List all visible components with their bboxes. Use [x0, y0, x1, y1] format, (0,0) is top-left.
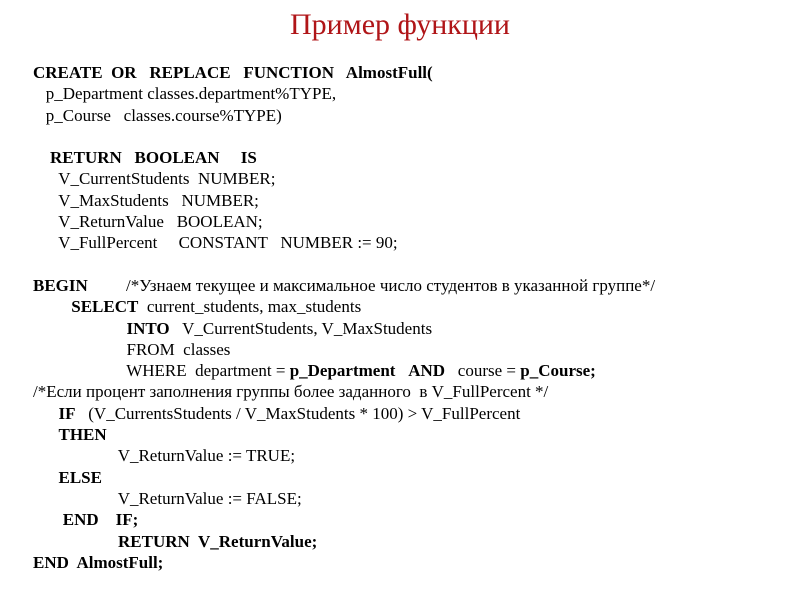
code-text: WHERE department = — [33, 361, 290, 381]
code-line — [33, 296, 800, 317]
code-keyword: RETURN BOOLEAN IS — [33, 148, 257, 168]
code-text: V_FullPercent CONSTANT NUMBER := 90; — [33, 233, 398, 253]
code-line — [33, 168, 800, 189]
code-text: V_MaxStudents NUMBER; — [33, 190, 259, 210]
code-keyword: ELSE — [58, 467, 102, 487]
code-line — [33, 424, 800, 445]
code-text: V_ReturnValue BOOLEAN; — [33, 212, 263, 232]
code-keyword: INTO — [126, 318, 170, 338]
code-line — [33, 190, 800, 211]
code-text: V_ReturnValue := FALSE; — [33, 488, 302, 508]
code-text — [395, 361, 408, 380]
code-keyword: p_Department — [289, 361, 396, 381]
slide-title: Пример функции — [289, 8, 510, 41]
code-keyword: BEGIN — [33, 275, 88, 295]
code-text: FROM classes — [33, 339, 231, 359]
code-line — [33, 232, 800, 253]
code-keyword: SELECT — [71, 297, 139, 317]
code-text: (V_CurrentsStudents / V_MaxStudents * 100) > V_FullPercent — [75, 403, 521, 423]
code-line — [33, 360, 800, 381]
code-keyword: END AlmostFull; — [33, 552, 164, 572]
code-line — [33, 147, 800, 168]
code-keyword: CREATE OR REPLACE FUNCTION AlmostFull( — [33, 63, 433, 82]
code-text: current_students, max_students — [138, 297, 362, 317]
code-keyword: THEN — [58, 425, 107, 445]
code-text — [33, 425, 59, 444]
code-line — [33, 83, 800, 104]
code-block — [33, 62, 800, 573]
code-keyword: IF — [58, 403, 76, 423]
code-line — [33, 488, 800, 509]
code-line — [33, 509, 800, 530]
code-text: course = — [445, 361, 521, 381]
code-line — [33, 105, 800, 126]
code-line — [33, 339, 800, 360]
code-line — [33, 126, 800, 147]
code-line — [33, 62, 800, 83]
code-text — [33, 404, 59, 423]
code-line — [33, 403, 800, 424]
code-line — [33, 275, 800, 296]
code-text: V_ReturnValue := TRUE; — [33, 446, 296, 466]
code-line — [33, 254, 800, 275]
code-line — [33, 211, 800, 232]
code-text: V_CurrentStudents NUMBER; — [33, 169, 276, 189]
code-text — [33, 510, 63, 529]
code-text — [33, 468, 59, 487]
code-line — [33, 318, 800, 339]
code-line — [33, 531, 800, 552]
code-line — [33, 381, 800, 402]
code-line — [33, 552, 800, 573]
code-line — [33, 445, 800, 466]
code-text: /*Узнаем текущее и максимальное число студентов в указанной группе*/ — [87, 275, 656, 295]
code-keyword: p_Course; — [520, 361, 596, 381]
code-line — [33, 467, 800, 488]
code-keyword: END IF; — [62, 510, 139, 530]
code-keyword: AND — [408, 361, 446, 381]
code-keyword: RETURN V_ReturnValue; — [118, 531, 318, 551]
code-text — [33, 532, 118, 551]
code-text: /*Если процент заполнения группы более заданного в V_FullPercent */ — [33, 382, 549, 402]
code-text — [33, 297, 71, 316]
code-text — [33, 319, 127, 338]
code-text: p_Course classes.course%TYPE) — [33, 105, 282, 125]
code-text: p_Department classes.department%TYPE, — [33, 84, 337, 104]
code-text: V_CurrentStudents, V_MaxStudents — [169, 318, 433, 338]
